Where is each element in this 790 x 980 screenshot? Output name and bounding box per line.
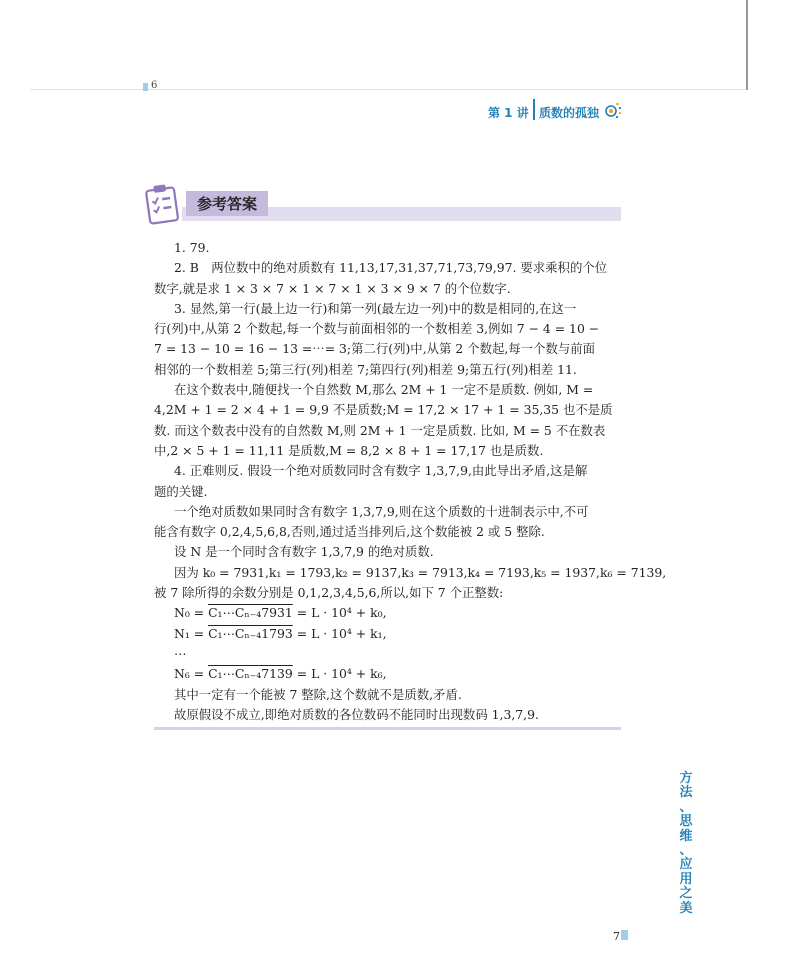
answer-4-line: 4. 正难则反. 假设一个绝对质数同时含有数字 1,3,7,9,由此导出矛盾,这是解 <box>174 463 588 479</box>
section-title: 参考答案 <box>186 191 268 216</box>
answer-3-line: 数. 而这个数表中没有的自然数 M,则 2M + 1 一定是质数. 比如, M = 5 不在数表 <box>154 422 606 438</box>
formula-overline: C₁⋯Cₙ₋₄7931 <box>208 605 293 621</box>
side-vertical-text <box>671 772 701 916</box>
answer-3-line: 中,2 × 5 + 1 = 11,11 是质数,M = 8,2 × 8 + 1 = 17,17 也是质数. <box>154 442 544 458</box>
answer-4-line: 其中一定有一个能被 7 整除,这个数就不是质数,矛盾. <box>174 686 462 702</box>
previous-page-number: 6 <box>151 80 158 91</box>
answer-body <box>154 238 667 725</box>
answer-3-line: 在这个数表中,随便找一个自然数 M,那么 2M + 1 一定不是质数. 例如, M = <box>174 382 594 398</box>
previous-page-edge <box>746 0 748 90</box>
formula-line <box>154 624 621 644</box>
previous-page-marker <box>143 83 148 91</box>
side-char: 维 <box>679 828 693 844</box>
answer-3-line: 3. 显然,第一行(最上边一行)和第一列(最左边一列)中的数是相同的,在这一 <box>174 300 577 316</box>
answer-1: 1. 79. <box>174 240 210 255</box>
page-number-marker <box>621 930 628 940</box>
sun-logo-icon <box>602 101 622 119</box>
formula-rhs: = L · 10⁴ + k₆, <box>292 666 387 682</box>
formula-line <box>154 664 621 684</box>
answer-4-line: 因为 k₀ = 7931,k₁ = 1793,k₂ = 9137,k₃ = 7913,k₄ = 7193,k₅ = 1937,k₆ = 7139, <box>174 564 667 580</box>
formula-lhs: N₀ = <box>174 605 209 621</box>
header-divider <box>533 99 535 120</box>
formula-lhs: N₆ = <box>174 666 209 682</box>
answer-4-line: 设 N 是一个同时含有数字 1,3,7,9 的绝对质数. <box>174 544 434 560</box>
side-char: 、 <box>679 799 693 815</box>
formula-rhs: = L · 10⁴ + k₀, <box>292 605 387 621</box>
formula-overline: C₁⋯Cₙ₋₄7139 <box>208 666 293 682</box>
answer-4-line: 故原假设不成立,即绝对质数的各位数码不能同时出现数码 1,3,7,9. <box>174 706 539 722</box>
clipboard-checklist-icon <box>142 183 182 225</box>
formula-ellipsis: ⋯ <box>174 645 187 661</box>
side-char: 应 <box>679 857 693 873</box>
previous-page-rule <box>30 89 746 90</box>
answer-3-line: 相邻的一个数相差 5;第三行(列)相差 7;第四行(列)相差 9;第五行(列)相差 11. <box>154 361 577 377</box>
header-lecture: 第 1 讲 <box>488 106 529 120</box>
header-title: 质数的孤独 <box>539 106 600 120</box>
side-char: 用 <box>679 871 693 887</box>
formula-rhs: = L · 10⁴ + k₁, <box>292 625 387 641</box>
answer-2-line: 数字,就是求 1 × 3 × 7 × 1 × 7 × 1 × 3 × 9 × 7 的个位数字. <box>154 280 511 296</box>
answer-3-line: 4,2M + 1 = 2 × 4 + 1 = 9,9 不是质数;M = 17,2 × 17 + 1 = 35,35 也不是质 <box>154 402 613 418</box>
side-char: 、 <box>679 843 693 859</box>
side-char: 方 <box>679 771 693 786</box>
section-end-rule <box>154 727 621 730</box>
answer-2-line: 2. B 两位数中的绝对质数有 11,13,17,31,37,71,73,79,97. 要求乘积的个位 <box>174 260 608 276</box>
formula-line <box>154 603 621 623</box>
answer-3-line: 行(列)中,从第 2 个数起,每一个数与前面相邻的一个数相差 3,例如 7 − 4 = 10 − <box>154 321 600 337</box>
side-char: 美 <box>679 900 693 916</box>
side-char: 思 <box>679 814 693 830</box>
formula-lhs: N₁ = <box>174 625 209 641</box>
answer-4-line: 题的关键. <box>154 483 208 499</box>
side-char: 法 <box>679 785 693 801</box>
answer-3-line: 7 = 13 − 10 = 16 − 13 =⋯= 3;第二行(列)中,从第 2 个数起,每一个数与前面 <box>154 341 596 357</box>
formula-overline: C₁⋯Cₙ₋₄1793 <box>208 625 293 641</box>
answer-4-line: 被 7 除所得的余数分别是 0,1,2,3,4,5,6,所以,如下 7 个正整数: <box>154 585 504 601</box>
page-number: 7 <box>613 930 620 943</box>
answer-4-line: 能含有数字 0,2,4,5,6,8,否则,通过适当排列后,这个数能被 2 或 5 整除. <box>154 524 545 540</box>
side-char: 之 <box>679 886 693 902</box>
answer-4-line: 一个绝对质数如果同时含有数字 1,3,7,9,则在这个质数的十进制表示中,不可 <box>174 503 589 519</box>
